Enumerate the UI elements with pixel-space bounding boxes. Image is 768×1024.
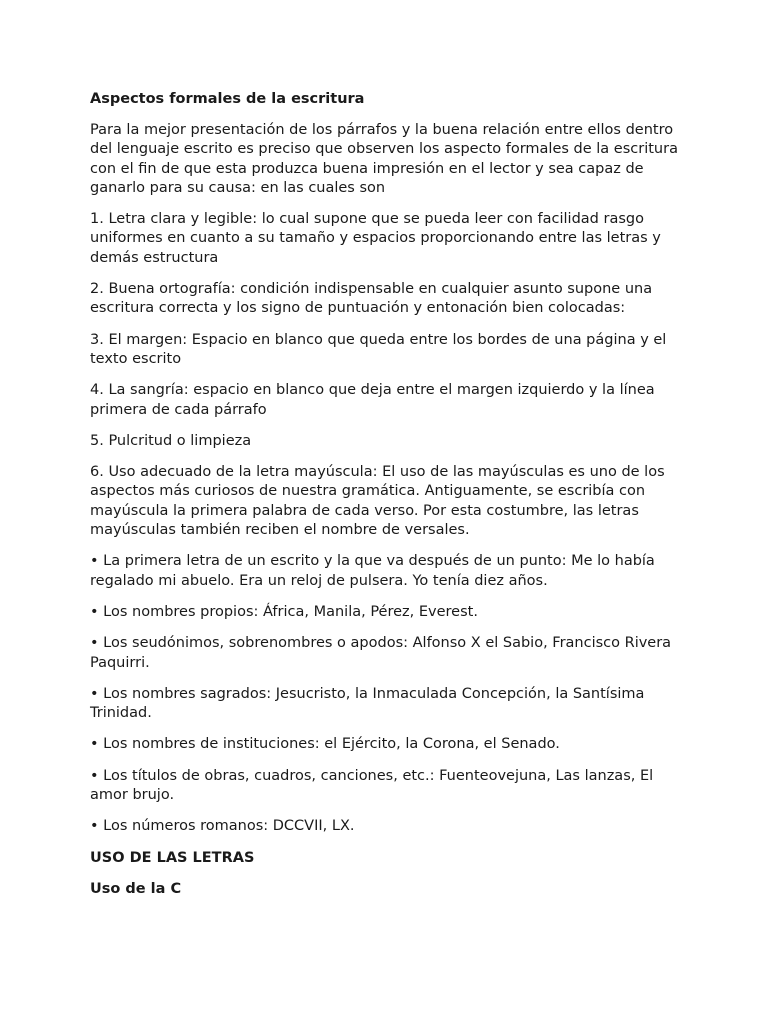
list-item: 4. La sangría: espacio en blanco que deja entre el margen izquierdo y la línea primera de cada párrafo bbox=[90, 382, 655, 418]
list-item: 1. Letra clara y legible: lo cual supone que se pueda leer con facilidad rasgo uniformes en cuanto a su tamaño y espacios proporcionando entre las letras y demás estructura bbox=[90, 211, 661, 266]
bullet-item: • Los títulos de obras, cuadros, canciones, etc.: Fuenteovejuna, Las lanzas, El amor brujo. bbox=[90, 767, 654, 804]
bullet-item: • La primera letra de un escrito y la que va después de un punto: Me lo había regalado mi abuelo. Era un reloj de pulsera. Yo tenía diez años. bbox=[90, 553, 655, 589]
document-page bbox=[90, 90, 680, 911]
list-item: 2. Buena ortografía: condición indispensable en cualquier asunto supone una escritura correcta y los signo de puntuación y entonación bien colocadas: bbox=[90, 281, 653, 317]
list-item: 5. Pulcritud o limpieza bbox=[90, 432, 252, 449]
list-item: 6. Uso adecuado de la letra mayúscula: El uso de las mayúsculas es uno de los aspectos más curiosos de nuestra gramática. Antiguamente, se escribía con mayúscula la primera palabra de cada verso. Por esta costumbre, las letras mayúsculas también reciben el nombre de versales. bbox=[90, 464, 665, 539]
bullet-item: • Los nombres de instituciones: el Ejército, la Corona, el Senado. bbox=[90, 736, 560, 753]
document-title: Aspectos formales de la escritura bbox=[90, 91, 365, 107]
section-title: USO DE LAS LETRAS bbox=[90, 849, 255, 866]
bullet-item: • Los números romanos: DCCVII, LX. bbox=[90, 818, 355, 835]
bullet-item: • Los nombres propios: África, Manila, Pérez, Everest. bbox=[90, 603, 478, 620]
list-item: 3. El margen: Espacio en blanco que queda entre los bordes de una página y el texto escrito bbox=[90, 331, 667, 367]
intro-paragraph: Para la mejor presentación de los párrafos y la buena relación entre ellos dentro del lenguaje escrito es preciso que observen los aspecto formales de la escritura con el fin de que esta produzca buena impresión en el lector y sea capaz de ganarlo para su causa: en las cuales son bbox=[90, 122, 678, 196]
subsection-title: Uso de la C bbox=[90, 880, 182, 897]
bullet-item: • Los seudónimos, sobrenombres o apodos: Alfonso X el Sabio, Francisco Rivera Paquirri. bbox=[90, 635, 672, 671]
bullet-item: • Los nombres sagrados: Jesucristo, la Inmaculada Concepción, la Santísima Trinidad. bbox=[90, 685, 645, 722]
